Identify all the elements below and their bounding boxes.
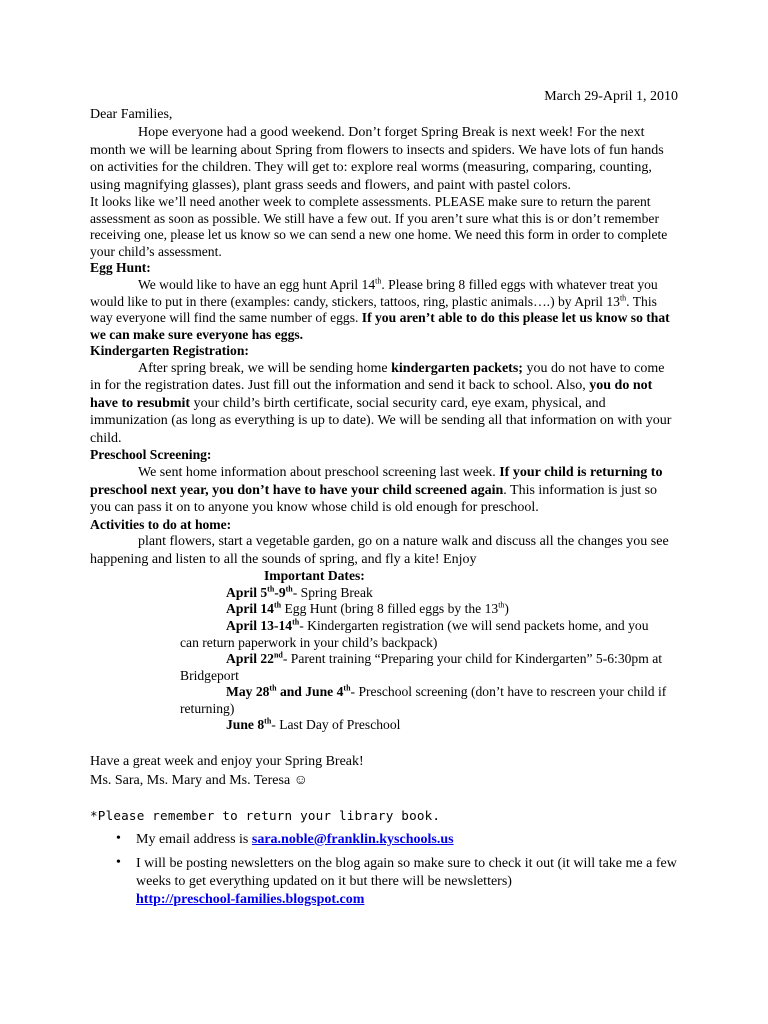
assessment-paragraph: It looks like we’ll need another week to complete assessments. PLEASE make sure to return the parent assessment as soon as possible. We still have a few out. If you aren’t sure what this is or don’t remember receiving one, please let us know so we can send a new one home. We need this form in order to complete your child’s assessment.	[90, 194, 668, 259]
d5-continuation: returning)	[180, 700, 235, 716]
preschool-text-2: . This information is just so you can pass it on to anyone you know whose child is old enough for preschool.	[90, 482, 658, 516]
email-link[interactable]: sara.noble@franklin.kyschools.us	[251, 831, 454, 847]
kindergarten-heading: Kindergarten Registration:	[90, 343, 249, 359]
egg-hunt-paragraph	[90, 277, 678, 343]
d1-desc: - Spring Break	[292, 584, 373, 600]
kinder-text-1: After spring break, we will be sending home	[138, 360, 392, 376]
d4-continuation: Bridgeport	[180, 667, 239, 683]
egg-text-2: . Please bring 8 filled eggs with whatever treat you would like to put in there (examples: candy, stickers, tattoos, ring, plastic animals….) by April 13	[90, 276, 658, 309]
library-reminder: *Please remember to return your library book.	[90, 808, 441, 824]
d6-desc: - Last Day of Preschool	[271, 717, 401, 733]
kinder-text-3: your child’s birth certificate, social security card, eye exam, physical, and immunization (as long as everything is up to date). We will be sending all that information on with your child.	[90, 395, 672, 446]
preschool-bold: If your child is returning to preschool next year, you don’t have to have your child screened again	[90, 465, 663, 498]
kinder-text-2: you do not have to come in for the registration dates. Just fill out the information and send it back to school. Also,	[90, 360, 665, 394]
egg-sup-2: th	[619, 293, 627, 303]
email-label: My email address is	[136, 831, 252, 847]
d4-date: April 22nd	[226, 650, 283, 667]
closing-line: Have a great week and enjoy your Spring Break!	[90, 754, 364, 770]
date-parent-training	[90, 651, 678, 668]
preschool-screening-paragraph	[90, 464, 678, 517]
date-egg-hunt: April 14th Egg Hunt (bring 8 filled eggs by the 13th)	[226, 600, 509, 617]
newsletter-letter	[90, 88, 678, 915]
egg-bold-note: If you aren’t able to do this please let us know so that we can make sure everyone has eggs.	[90, 310, 670, 342]
contact-list	[90, 831, 678, 909]
d5-date: May 28th and June 4th	[226, 683, 351, 700]
list-item-blog	[90, 855, 678, 909]
signature: Ms. Sara, Ms. Mary and Ms. Teresa ☺	[90, 773, 308, 789]
home-activities-paragraph: plant flowers, start a vegetable garden, go on a nature walk and discuss all the changes you see happening and listen to all the sounds of spring, and fly a kite! Enjoy	[90, 534, 669, 567]
egg-sup-1: th	[375, 276, 382, 286]
d3-desc: - Kindergarten registration (we will send packets home, and you	[299, 617, 649, 633]
kinder-bold-2: you do not have to resubmit	[90, 378, 653, 411]
list-item-email	[90, 831, 678, 849]
d4-desc: - Parent training “Preparing your child for Kindergarten” 5-6:30pm at	[282, 651, 662, 667]
egg-hunt-heading: Egg Hunt:	[90, 260, 151, 276]
home-activities-heading: Activities to do at home:	[90, 516, 232, 532]
kinder-bold-1: kindergarten packets;	[391, 360, 523, 376]
important-dates-title: Important Dates:	[264, 568, 365, 584]
d2-date: April 14th	[226, 600, 282, 617]
egg-text-3: . This way everyone will find the same number of eggs.	[90, 293, 657, 326]
d1-date: April 5th-9th	[226, 584, 293, 600]
kindergarten-paragraph	[90, 360, 678, 448]
blog-text: I will be posting newsletters on the blog again so make sure to check it out (it will take me a few weeks to get everything updated on it but there will be newsletters)	[136, 855, 677, 889]
blog-link[interactable]: http://preschool-families.blogspot.com	[136, 891, 365, 907]
d3-continuation: can return paperwork in your child’s backpack)	[180, 634, 438, 650]
bullet-icon: •	[116, 854, 121, 870]
date-kinder-registration	[90, 618, 678, 635]
preschool-screening-heading: Preschool Screening:	[90, 447, 212, 463]
intro-paragraph: Hope everyone had a good weekend. Don’t forget Spring Break is next week! For the next month we will be learning about Spring from flowers to insects and spiders. We have lots of fun hands on activities for the children. They will get to: explore real worms (measuring, comparing, counting, using magnifying glasses), plant grass seeds and flowers, and paint with pastel colors.	[90, 125, 664, 193]
letter-date: March 29-April 1, 2010	[544, 89, 678, 104]
salutation: Dear Families,	[90, 107, 173, 122]
egg-text-1: We would like to have an egg hunt April 14	[138, 276, 376, 292]
d6-date: June 8th	[226, 716, 272, 733]
d2-desc: Egg Hunt (bring 8 filled eggs by the 13	[281, 601, 499, 617]
bullet-icon: •	[116, 830, 121, 846]
date-preschool-screening	[90, 684, 678, 701]
date-spring-break	[90, 585, 678, 602]
d5-desc: - Preschool screening (don’t have to rescreen your child if	[350, 684, 667, 700]
d3-date: April 13-14th	[226, 617, 300, 633]
preschool-text-1: We sent home information about preschool screening last week.	[138, 465, 500, 481]
closing	[90, 752, 678, 790]
date-last-day	[90, 717, 678, 734]
